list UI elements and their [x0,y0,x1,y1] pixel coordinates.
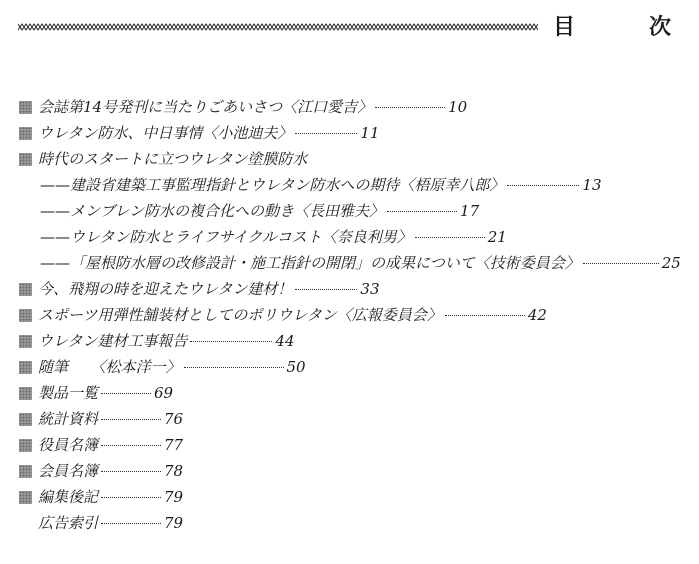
toc-entry-title: 会員名簿 [38,462,99,480]
toc-entry-title: 役員名簿 [38,436,99,454]
toc-entry [0,120,699,146]
square-bullet-icon [19,101,32,114]
toc-page-number: 78 [164,462,184,480]
toc-entry [0,250,699,276]
toc-entry-content [38,146,307,172]
toc-entry [0,458,699,484]
toc-entry-content [38,120,380,146]
dot-leader [101,497,161,498]
square-bullet-icon [19,413,32,426]
square-bullet-icon [19,465,32,478]
toc-entry-title: ——ウレタン防水とライフサイクルコスト〈奈良利男〉 [40,228,412,246]
toc-entry-title: 統計資料 [38,410,99,428]
toc-page-number: 44 [275,332,295,350]
toc-entry-content [40,224,507,250]
toc-entry [0,302,699,328]
toc-entry-title: 随筆 〈松本洋一〉 [38,358,181,376]
toc-entry [0,94,699,120]
toc-entry-content [38,354,306,380]
toc-entry-content [38,302,547,328]
toc-entry-title: ウレタン建材工事報告 [38,332,188,350]
square-bullet-icon [19,387,32,400]
dot-leader [101,419,161,420]
toc-entry-content [38,458,183,484]
toc-entry-content [38,432,183,458]
decorative-zigzag-rule [18,21,538,33]
toc-page-number: 50 [286,358,306,376]
dot-leader [295,133,357,134]
toc-page-number: 33 [360,280,380,298]
toc-page-number: 42 [527,306,547,324]
table-of-contents [0,94,699,536]
dot-leader [101,523,161,524]
toc-entry [0,484,699,510]
toc-entry [0,380,699,406]
dot-leader [190,341,272,342]
toc-entry-title: ——建設省建築工事監理指針とウレタン防水への期待〈梧原幸八郎〉 [40,176,505,194]
dot-leader [375,107,445,108]
square-bullet-icon [19,127,32,140]
toc-page-number: 69 [154,384,174,402]
toc-page-number: 79 [164,488,184,506]
toc-entry [0,146,699,172]
square-bullet-icon [19,361,32,374]
toc-entry-title: ——「屋根防水層の改修設計・施工指針の開閉」の成果について〈技術委員会〉 [40,254,580,272]
header [0,0,699,60]
square-bullet-icon [19,335,32,348]
page-title: 目 次 [553,15,698,40]
toc-entry [0,432,699,458]
toc-entry [0,406,699,432]
toc-entry [0,198,699,224]
toc-entry-title: 今、飛翔の時を迎えたウレタン建材！ [38,280,293,298]
toc-page-number: 25 [661,254,681,272]
toc-entry-content [38,276,380,302]
toc-entry-content [38,328,295,354]
toc-page-number: 76 [164,410,184,428]
toc-entry-content [38,94,467,120]
toc-page-number: 13 [582,176,602,194]
square-bullet-icon [19,439,32,452]
toc-entry-content [40,198,479,224]
toc-entry-content [38,484,183,510]
dot-leader [583,263,659,264]
toc-page-number: 10 [448,98,468,116]
toc-page-number: 17 [460,202,480,220]
square-bullet-icon [19,309,32,322]
toc-entry-title: 広告索引 [38,514,99,532]
toc-entry [0,510,699,536]
toc-entry-title: ウレタン防水、中日事情〈小池迪夫〉 [38,124,293,142]
toc-entry-content [40,250,681,276]
toc-entry-title: 製品一覧 [38,384,99,402]
toc-entry [0,354,699,380]
dot-leader [445,315,525,316]
dot-leader [415,237,485,238]
dot-leader [184,367,284,368]
dot-leader [507,185,579,186]
toc-page-number: 77 [164,436,184,454]
square-bullet-icon [19,153,32,166]
toc-entry [0,328,699,354]
toc-page-number: 21 [487,228,507,246]
toc-page-number: 11 [360,124,380,142]
toc-entry [0,224,699,250]
dot-leader [101,393,151,394]
dot-leader [101,471,161,472]
toc-page-number: 79 [164,514,184,532]
square-bullet-icon [19,491,32,504]
toc-entry [0,172,699,198]
dot-leader [295,289,357,290]
toc-entry-content [38,380,173,406]
toc-entry-content [38,510,183,536]
dot-leader [101,445,161,446]
toc-entry-content [40,172,602,198]
toc-entry [0,276,699,302]
toc-entry-title: スポーツ用弾性舗装材としてのポリウレタン〈広報委員会〉 [38,306,442,324]
toc-entry-title: 時代のスタートに立つウレタン塗膜防水 [38,150,308,168]
toc-entry-title: 編集後記 [38,488,99,506]
square-bullet-icon [19,283,32,296]
dot-leader [387,211,457,212]
toc-entry-title: ——メンブレン防水の複合化への動き〈長田雅夫〉 [40,202,385,220]
toc-entry-content [38,406,183,432]
toc-entry-title: 会誌第14号発刊に当たりごあいさつ〈江口愛吉〉 [38,98,373,116]
